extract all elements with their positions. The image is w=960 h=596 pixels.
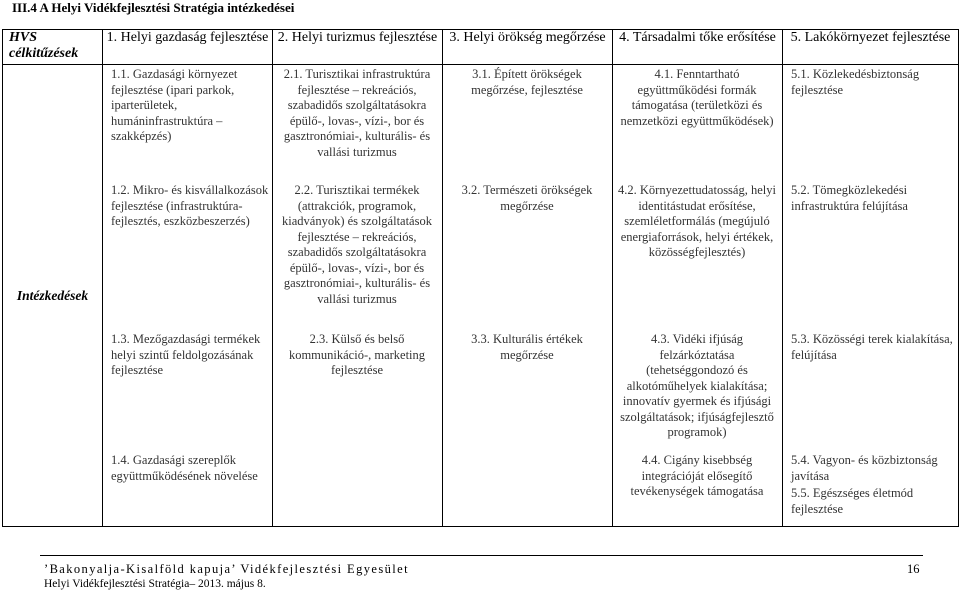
- measures-table: [2, 29, 959, 527]
- column-header-2: 2. Helyi turizmus fejlesztése: [273, 30, 443, 65]
- footer-strategy-date: Helyi Vidékfejlesztési Stratégia– 2013. május 8.: [44, 578, 266, 590]
- page-number: 16: [907, 562, 920, 576]
- column-4-cell: [613, 65, 783, 527]
- measure-4-2: 4.2. Környezettudatosság, helyi identitástudat erősítése, szemléletformálás (megújuló energiaforrások, helyi értékek, közösségfejlesztés): [618, 183, 776, 259]
- measure-3-2: 3.2. Természeti örökségek megőrzése: [461, 183, 593, 213]
- measure-1-2: 1.2. Mikro- és kisvállalkozások fejlesztése (infrastruktúra-fejlesztés, eszközbeszerzés): [111, 183, 269, 228]
- corner-cell: HVS célkitűzések: [3, 30, 103, 65]
- column-1-cell: [103, 65, 273, 527]
- measure-5-3: 5.3. Közösségi terek kialakítása, felújítása: [791, 332, 953, 362]
- measure-2-2: 2.2. Turisztikai termékek (attrakciók, programok, kiadványok) és szolgáltatások fejlesztése – rekreációs, szabadidős szolgáltatásokra épülő-, lovas-, vízi-, bor és gasztronómiai-, kulturális- és vallási turizmus: [282, 183, 432, 306]
- column-header-3: 3. Helyi örökség megőrzése: [443, 30, 613, 65]
- row-label: Intézkedések: [3, 65, 103, 527]
- measure-3-3: 3.3. Kulturális értékek megőrzése: [471, 332, 583, 362]
- column-3-cell: [443, 65, 613, 527]
- column-header-4: 4. Társadalmi tőke erősítése: [613, 30, 783, 65]
- footer-divider: [40, 555, 923, 556]
- measure-4-4: 4.4. Cigány kisebbség integrációját elősegítő tevékenységek támogatása: [630, 453, 764, 498]
- measure-5-5: 5.5. Egészséges életmód fejlesztése: [791, 486, 914, 516]
- measures-row: [3, 65, 959, 527]
- section-heading: III.4 A Helyi Vidékfejlesztési Stratégia intézkedései: [12, 0, 295, 15]
- measure-1-3: 1.3. Mezőgazdasági termékek helyi szintű feldolgozásának fejlesztése: [111, 332, 261, 377]
- measure-4-1: 4.1. Fenntartható együttműködési formák támogatása (területközi és nemzetközi együttműködések): [620, 67, 774, 128]
- measure-2-3: 2.3. Külső és belső kommunikáció-, marketing fejlesztése: [288, 332, 426, 377]
- header-row: [3, 30, 959, 65]
- measure-5-2: 5.2. Tömegközlekedési infrastruktúra felújítása: [791, 183, 908, 213]
- column-header-5: 5. Lakókörnyezet fejlesztése: [783, 30, 959, 65]
- measure-5-4: 5.4. Vagyon- és közbiztonság javítása: [791, 453, 938, 483]
- column-header-1: 1. Helyi gazdaság fejlesztése: [103, 30, 273, 65]
- measure-2-1: 2.1. Turisztikai infrastruktúra fejlesztése – rekreációs, szabadidős szolgáltatásokra épülő-, lovas-, vízi-, bor és gasztronómiai-, kulturális- és vallási turizmus: [283, 67, 431, 159]
- measure-4-3: 4.3. Vidéki ifjúság felzárkóztatása (tehetséggondozó és alkotóműhelyek kialakítása; innovatív gyermek és ifjúsági szolgáltatások; ifjúságfejlesztő programok): [620, 332, 774, 439]
- measure-3-1: 3.1. Épített örökségek megőrzése, fejlesztése: [471, 67, 583, 97]
- column-2-cell: [273, 65, 443, 527]
- column-5-cell: [783, 65, 959, 527]
- measure-1-4: 1.4. Gazdasági szereplők együttműködésének növelése: [111, 453, 258, 483]
- footer-association: ’Bakonyalja-Kisalföld kapuja’ Vidékfejlesztési Egyesület: [44, 562, 409, 576]
- measure-5-1: 5.1. Közlekedésbiztonság fejlesztése: [791, 67, 920, 97]
- measure-1-1: 1.1. Gazdasági környezet fejlesztése (ipari parkok, iparterületek, humáninfrastruktúra – szakképzés): [111, 67, 238, 143]
